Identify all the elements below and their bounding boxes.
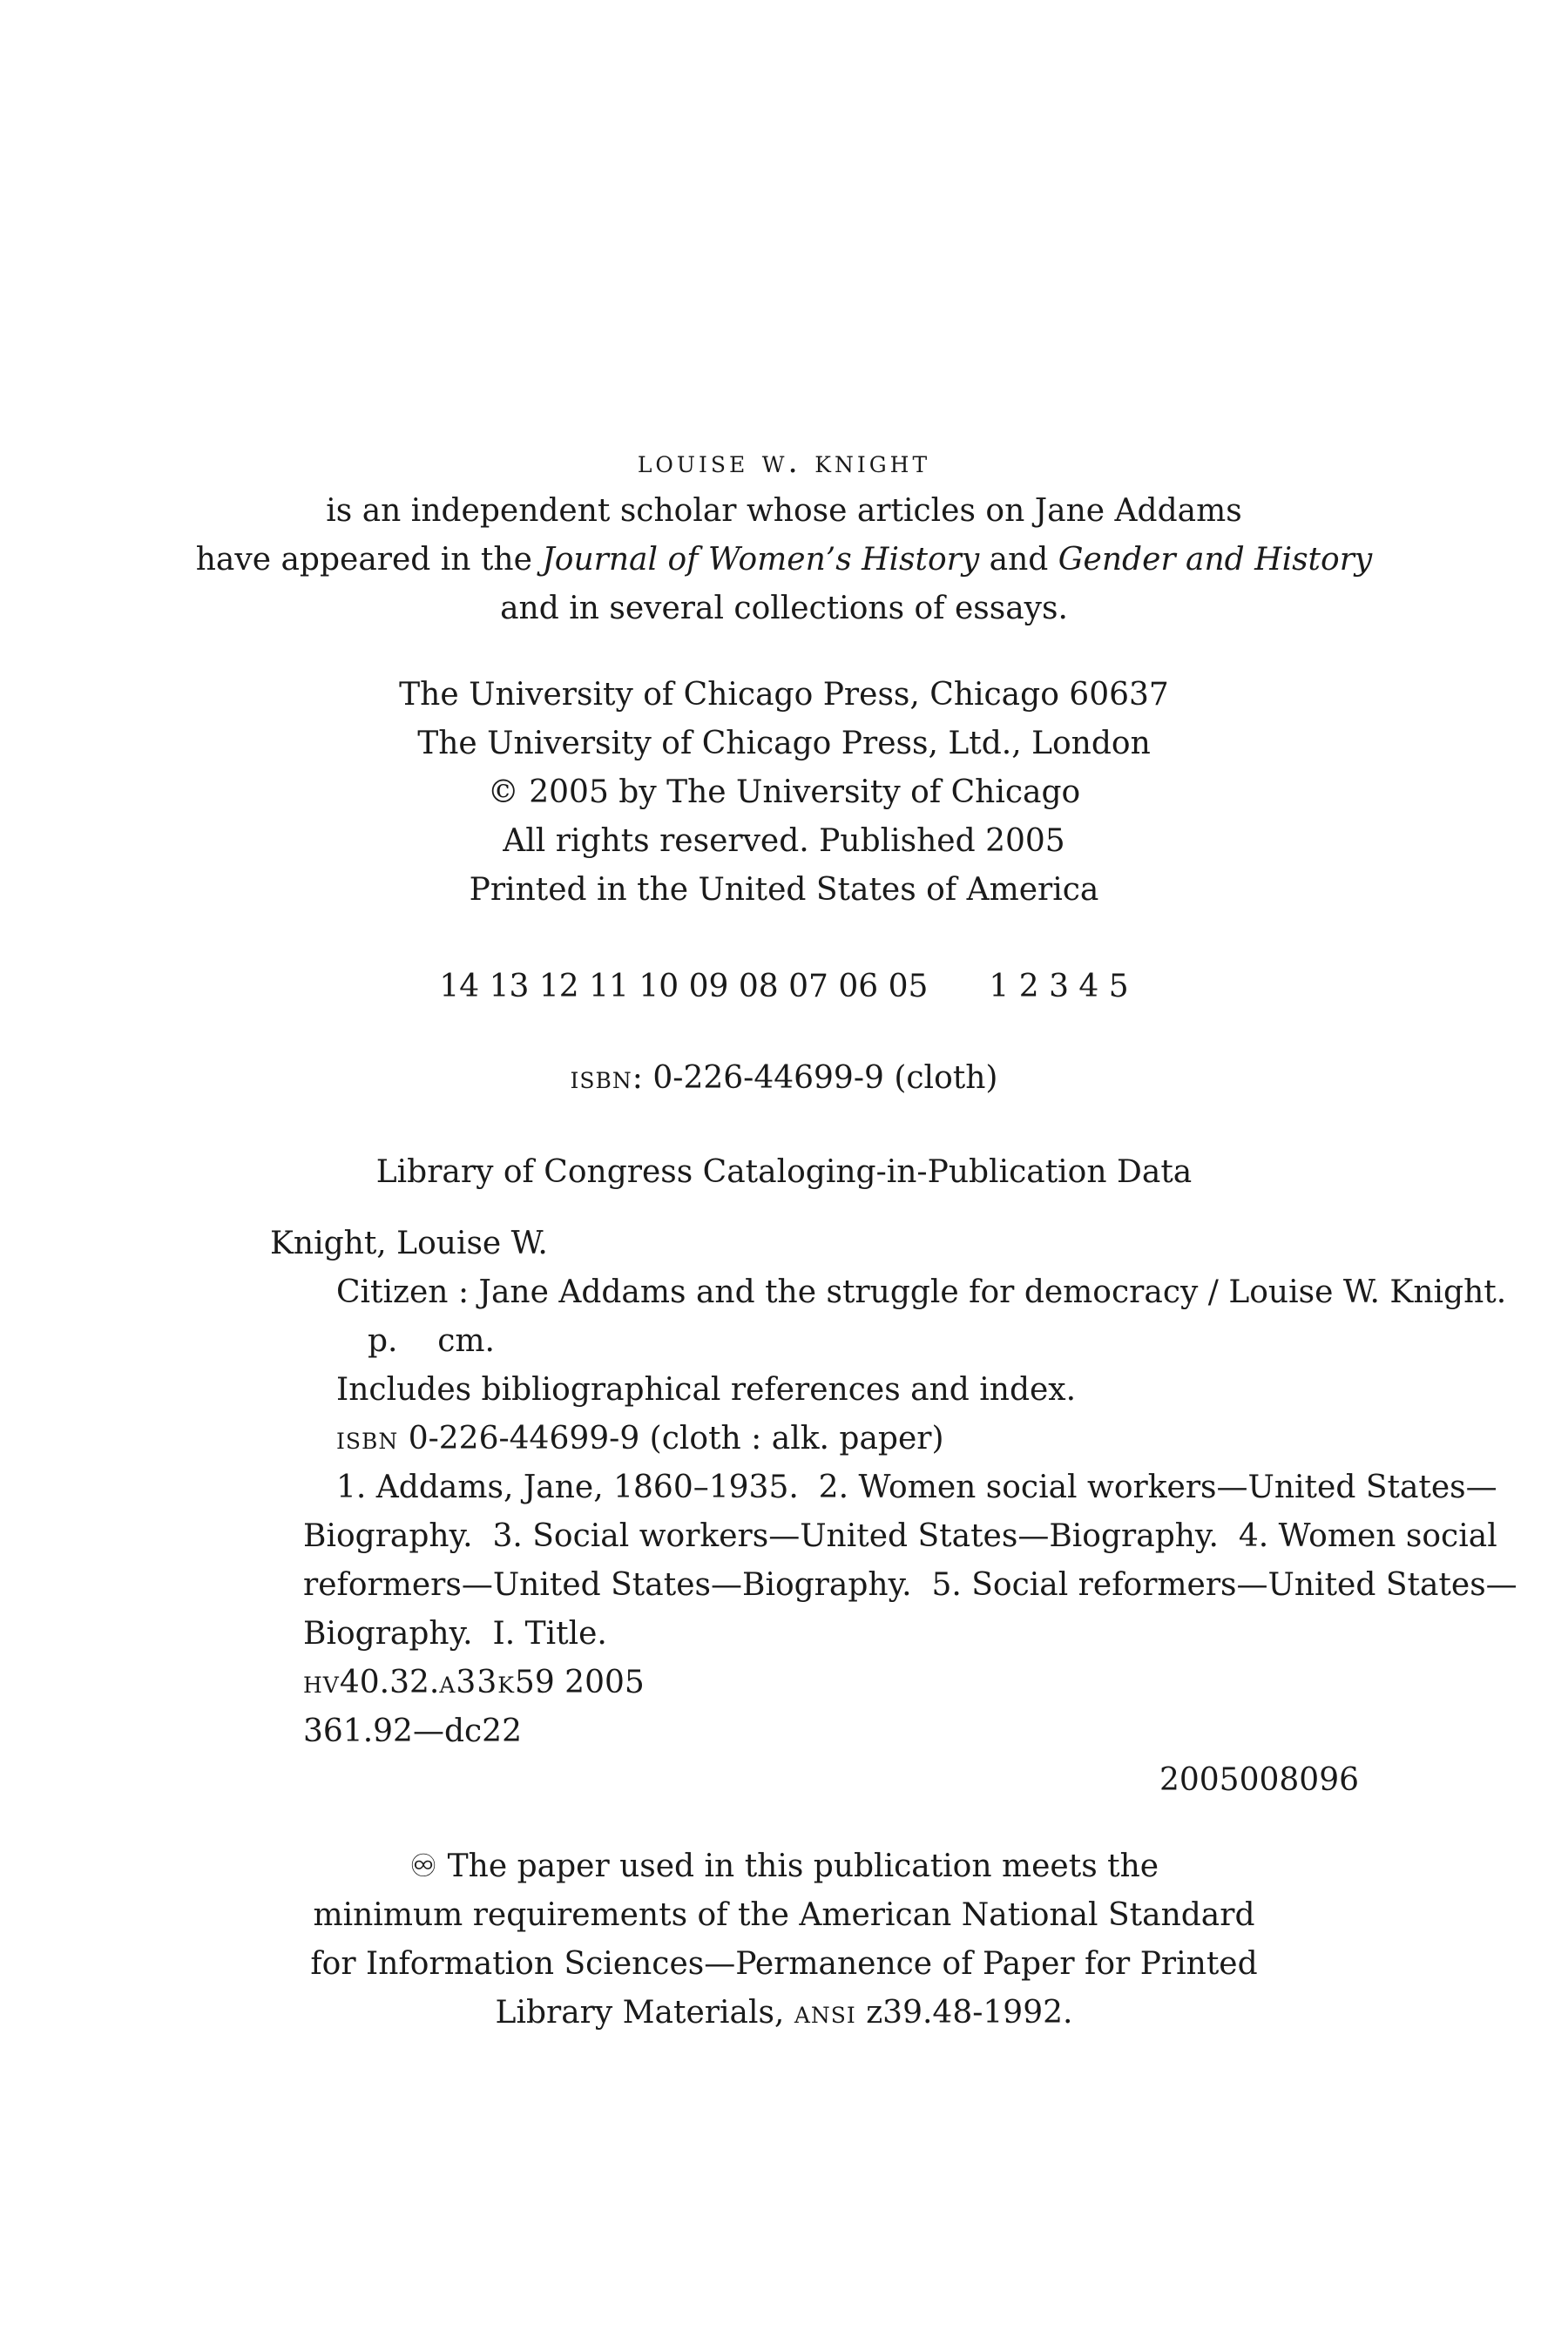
publisher-imprint — [0, 671, 1568, 915]
author-bio-line-3: and in several collections of essays. — [500, 591, 1068, 626]
printing-line-row — [0, 963, 1568, 1011]
paper-notice-line-4-suffix: z39.48-1992. — [855, 1995, 1073, 2031]
cip-header — [0, 1148, 1568, 1197]
journal-title-womens-history: Journal of Women’s History — [542, 542, 980, 578]
lc-class-prefix: hv — [303, 1665, 340, 1700]
paper-notice-line-3: for Information Sciences—Permanence of Paper for Printed — [310, 1946, 1258, 1982]
cip-title: Citizen : Jane Addams and the struggle for democracy / Louise W. Knight. — [336, 1274, 1507, 1310]
author-bio-line-2-and: and — [979, 542, 1058, 578]
imprint-line-3: © 2005 by The University of Chicago — [487, 774, 1081, 810]
author-name — [0, 438, 1568, 487]
cip-isbn-value: 0-226-44699-9 (cloth : alk. paper) — [398, 1421, 944, 1456]
cip-pages: p. cm. — [368, 1323, 496, 1359]
author-name-text: louise w. knight — [637, 444, 931, 480]
cip-lccn: 2005008096 — [1159, 1762, 1359, 1798]
printing-impressions: 1 2 3 4 5 — [989, 969, 1129, 1004]
cip-lc-classification — [270, 1659, 1359, 1707]
cip-subjects-line-1: 1. Addams, Jane, 1860–1935. 2. Women social workers—United States— — [336, 1470, 1497, 1505]
isbn-line — [0, 1054, 1568, 1103]
cip-header-text: Library of Congress Cataloging-in-Publication Data — [375, 1154, 1193, 1190]
imprint-line-1: The University of Chicago Press, Chicago 60637 — [399, 677, 1169, 713]
cip-dewey: 361.92—dc22 — [303, 1713, 522, 1749]
author-bio — [0, 438, 1568, 633]
cip-subjects-line-2: Biography. 3. Social workers—United States—Biography. 4. Women social — [303, 1518, 1497, 1554]
journal-title-gender-history: Gender and History — [1058, 542, 1373, 578]
cip-subjects-line-4: Biography. I. Title. — [303, 1616, 607, 1652]
paper-permanence-notice — [0, 1842, 1568, 2038]
author-bio-line-1: is an independent scholar whose articles on Jane Addams — [326, 493, 1242, 529]
paper-notice-line-4 — [0, 1989, 1568, 2038]
paper-notice-line-1: ♾ The paper used in this publication meets the — [409, 1848, 1159, 1884]
isbn-label: isbn — [570, 1060, 632, 1096]
lc-class-cutter: a33k — [439, 1665, 515, 1700]
printing-years: 14 13 12 11 10 09 08 07 06 05 — [439, 969, 929, 1004]
cip-isbn-label: isbn — [336, 1421, 399, 1456]
cip-notes: Includes bibliographical references and index. — [336, 1372, 1077, 1408]
isbn-value: : 0-226-44699-9 (cloth) — [632, 1060, 998, 1096]
paper-notice-line-2: minimum requirements of the American National Standard — [313, 1897, 1255, 1933]
imprint-line-4: All rights reserved. Published 2005 — [503, 823, 1065, 859]
author-bio-line-2-prefix: have appeared in the — [195, 542, 543, 578]
lc-class-rest: 40.32. — [339, 1665, 440, 1700]
author-bio-line-2 — [0, 536, 1568, 585]
cip-record — [270, 1220, 1517, 1805]
cip-subjects-line-3: reformers—United States—Biography. 5. Social reformers—United States— — [303, 1567, 1517, 1603]
printing-line — [0, 963, 1568, 1011]
paper-notice-line-4-prefix: Library Materials, — [495, 1995, 794, 2031]
lc-class-tail: 59 2005 — [514, 1665, 645, 1700]
cip-isbn — [270, 1415, 1359, 1463]
cip-author: Knight, Louise W. — [270, 1226, 548, 1261]
imprint-line-2: The University of Chicago Press, Ltd., London — [417, 726, 1151, 761]
ansi-label: ansi — [794, 1995, 856, 2031]
isbn-row — [0, 1054, 1568, 1103]
imprint-line-5: Printed in the United States of America — [469, 872, 1099, 908]
